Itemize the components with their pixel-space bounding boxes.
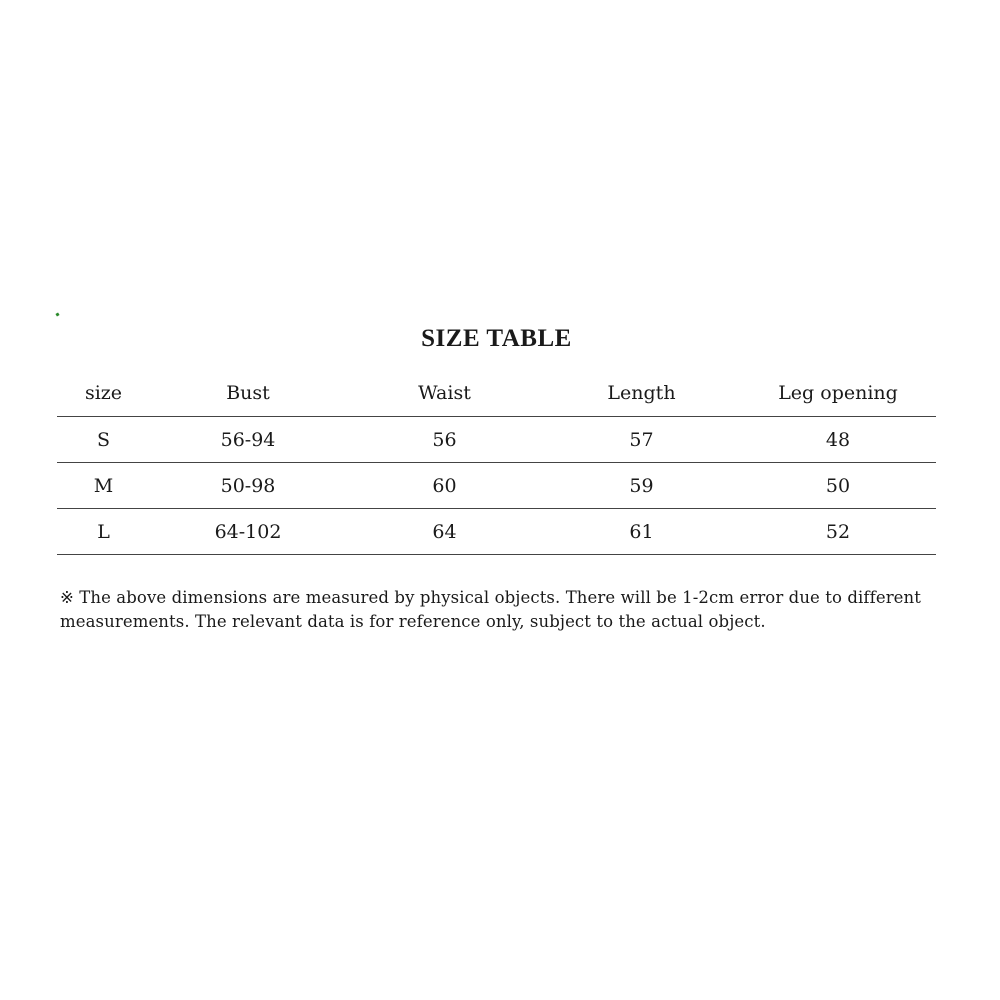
cell-bust: 64-102 — [214, 520, 282, 543]
cell-leg-opening: 48 — [825, 428, 851, 451]
table-row — [57, 509, 936, 555]
header-length: Length — [607, 381, 676, 404]
cell-length: 59 — [629, 474, 654, 497]
header-size: size — [84, 381, 123, 404]
cell-length: 57 — [629, 428, 654, 451]
page-title: SIZE TABLE — [421, 325, 572, 352]
header-bust: Bust — [226, 381, 270, 404]
cell-leg-opening: 52 — [825, 520, 851, 543]
header-waist: Waist — [418, 381, 471, 404]
header-leg-opening: Leg opening — [778, 381, 898, 404]
size-table — [57, 369, 936, 555]
cell-waist: 60 — [432, 474, 457, 497]
cell-size: L — [97, 520, 110, 543]
cell-length: 61 — [629, 520, 654, 543]
measurement-note: ※ The above dimensions are measured by physical objects. There will be 1-2cm error due to different measurements. The relevant data is for reference only, subject to the actual object. — [60, 588, 922, 631]
table-row — [57, 463, 936, 509]
cell-waist: 64 — [432, 520, 457, 543]
cell-bust: 56-94 — [220, 428, 276, 451]
cell-size: M — [93, 474, 114, 497]
cell-bust: 50-98 — [220, 474, 276, 497]
table-row — [57, 417, 936, 463]
cell-size: S — [96, 428, 111, 451]
green-dot-mark — [55, 312, 59, 316]
cell-waist: 56 — [432, 428, 457, 451]
table-header-row — [57, 369, 936, 417]
cell-leg-opening: 50 — [825, 474, 851, 497]
